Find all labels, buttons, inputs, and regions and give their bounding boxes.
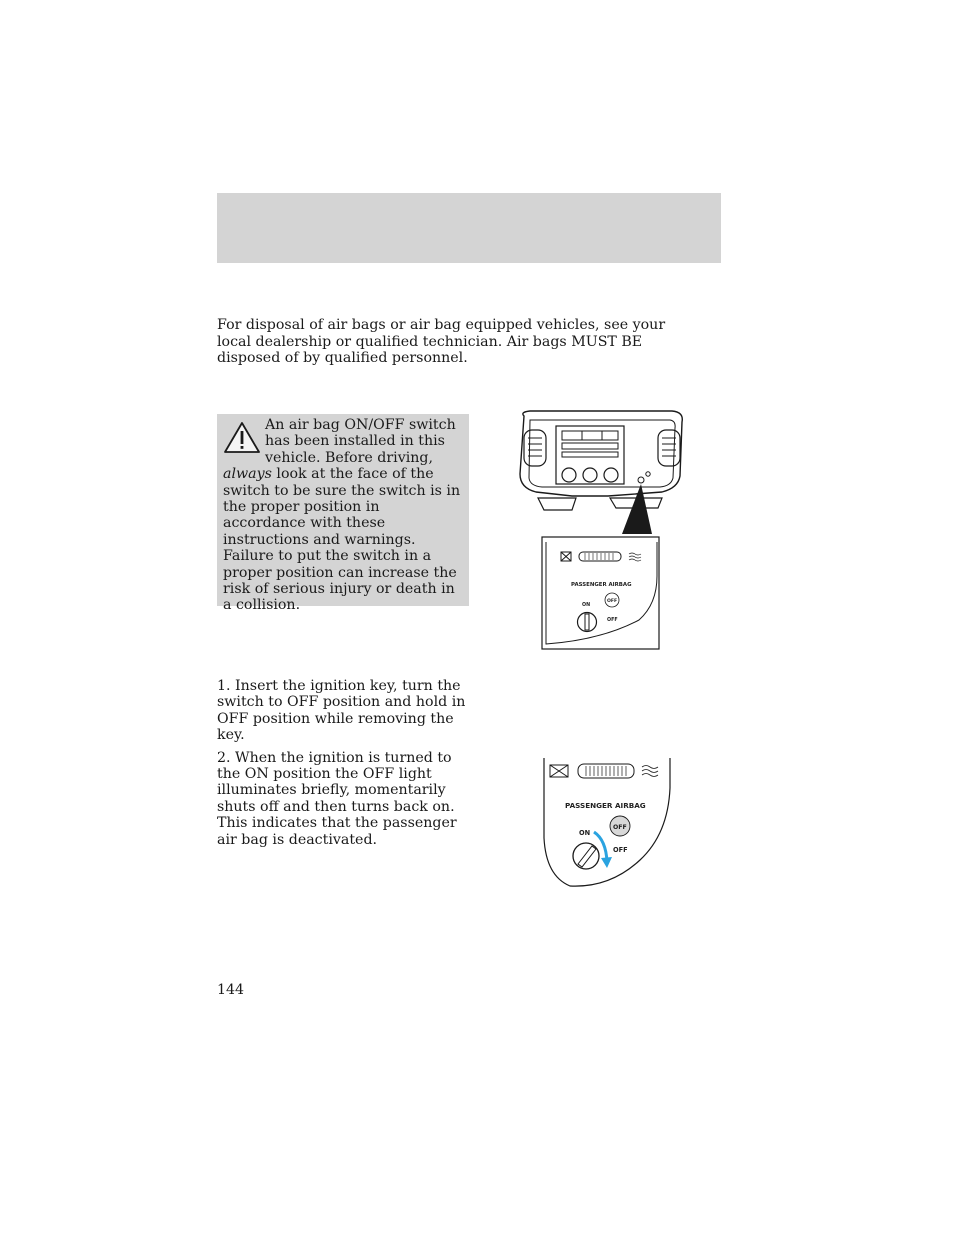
warning-box xyxy=(217,414,469,614)
dashboard-center-stack-illustration xyxy=(512,408,690,534)
off-position-label-2: OFF xyxy=(613,846,628,854)
disposal-paragraph: For disposal of air bags or air bag equipped vehicles, see your local dealership or qualified technician. Air bags MUST BE disposed of by qualified personnel. xyxy=(217,317,666,366)
step-1: 1. Insert the ignition key, turn the switch to OFF position and hold in OFF position while removing the key. xyxy=(217,678,466,744)
airbag-switch-turn-illustration xyxy=(540,758,674,888)
switch-title-label: PASSENGER AIRBAG xyxy=(571,582,632,588)
section-header-band xyxy=(217,193,721,263)
on-position-label: ON xyxy=(582,603,591,608)
page-number: 144 xyxy=(217,982,245,998)
warning-triangle-icon xyxy=(223,421,261,455)
off-lamp-label-2: OFF xyxy=(613,824,627,831)
warning-text: An air bag ON/OFF switch has been installed in this vehicle. Before driving, always look at the face of the switch to be sure the switch is in the proper position in accordance with these instructions and warnings. Failure to put the switch in a proper position can increase the risk of serious injury or death in a collision. xyxy=(223,417,461,614)
step-2: 2. When the ignition is turned to the ON position the OFF light illuminates briefly, momentarily shuts off and then turns back on. This indicates that the passenger air bag is deactivated. xyxy=(217,749,457,848)
off-lamp-label: OFF xyxy=(607,599,618,604)
warning-emphasis: always xyxy=(223,466,272,483)
instruction-steps xyxy=(217,678,473,854)
on-position-label-2: ON xyxy=(579,829,591,837)
switch-title-label-2: PASSENGER AIRBAG xyxy=(565,801,646,810)
airbag-switch-detail-illustration xyxy=(541,536,662,652)
off-position-label: OFF xyxy=(607,618,618,623)
